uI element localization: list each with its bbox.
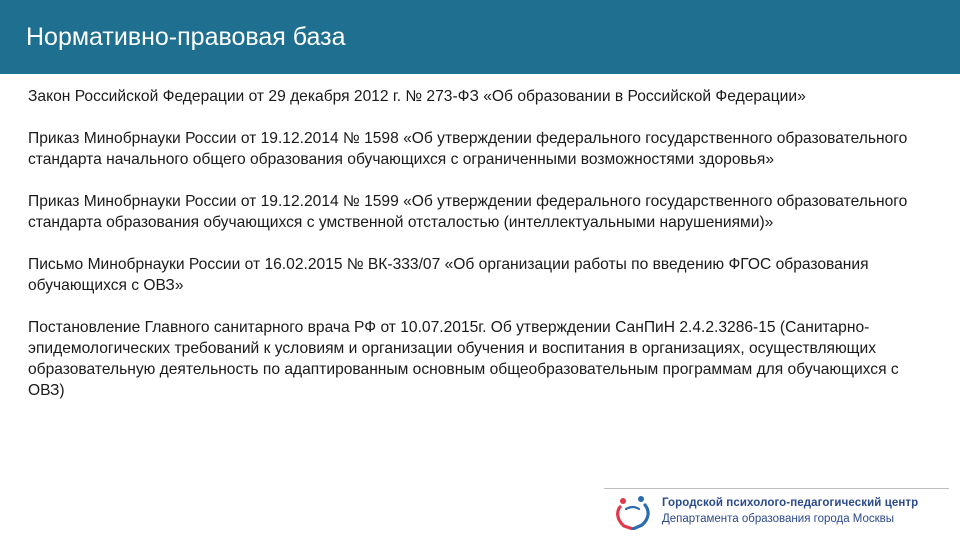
- footer-divider: [604, 488, 949, 489]
- list-item: Закон Российской Федерации от 29 декабря 2012 г. № 273-ФЗ «Об образовании в Российской Федерации»: [28, 88, 806, 105]
- list-item: Постановление Главного санитарного врача РФ от 10.07.2015г. Об утверждении СанПиН 2.4.2.3286-15 (Санитарно-эпидемологических требований к условиям и организации обучения и воспитания в организациях, осуществляющих образовательную деятельность по адаптированным основным общеобразовательным программам для обучающихся с ОВЗ): [28, 319, 899, 399]
- organization-department: Департамента образования города Москвы: [662, 513, 895, 525]
- document-list: [28, 86, 933, 422]
- list-item: Приказ Минобрнауки России от 19.12.2014 № 1599 «Об утверждении федерального государственного образовательного стандарта образования обучающихся с умственной отсталостью (интеллектуальными нарушениями)»: [28, 193, 908, 231]
- list-item: Приказ Минобрнауки России от 19.12.2014 № 1598 «Об утверждении федерального государственного образовательного стандарта начального общего образования обучающихся с ограниченными возможностями здоровья»: [28, 130, 908, 168]
- slide-header: [0, 0, 960, 74]
- organization-logo: [604, 482, 954, 532]
- list-item: Письмо Минобрнауки России от 16.02.2015 № ВК-333/07 «Об организации работы по введению ФГОС образования обучающихся с ОВЗ»: [28, 256, 869, 294]
- organization-name: Городской психолого-педагогический центр: [662, 497, 919, 509]
- slide-title: Нормативно-правовая база: [26, 23, 346, 51]
- heart-person-logo-icon: [614, 494, 652, 530]
